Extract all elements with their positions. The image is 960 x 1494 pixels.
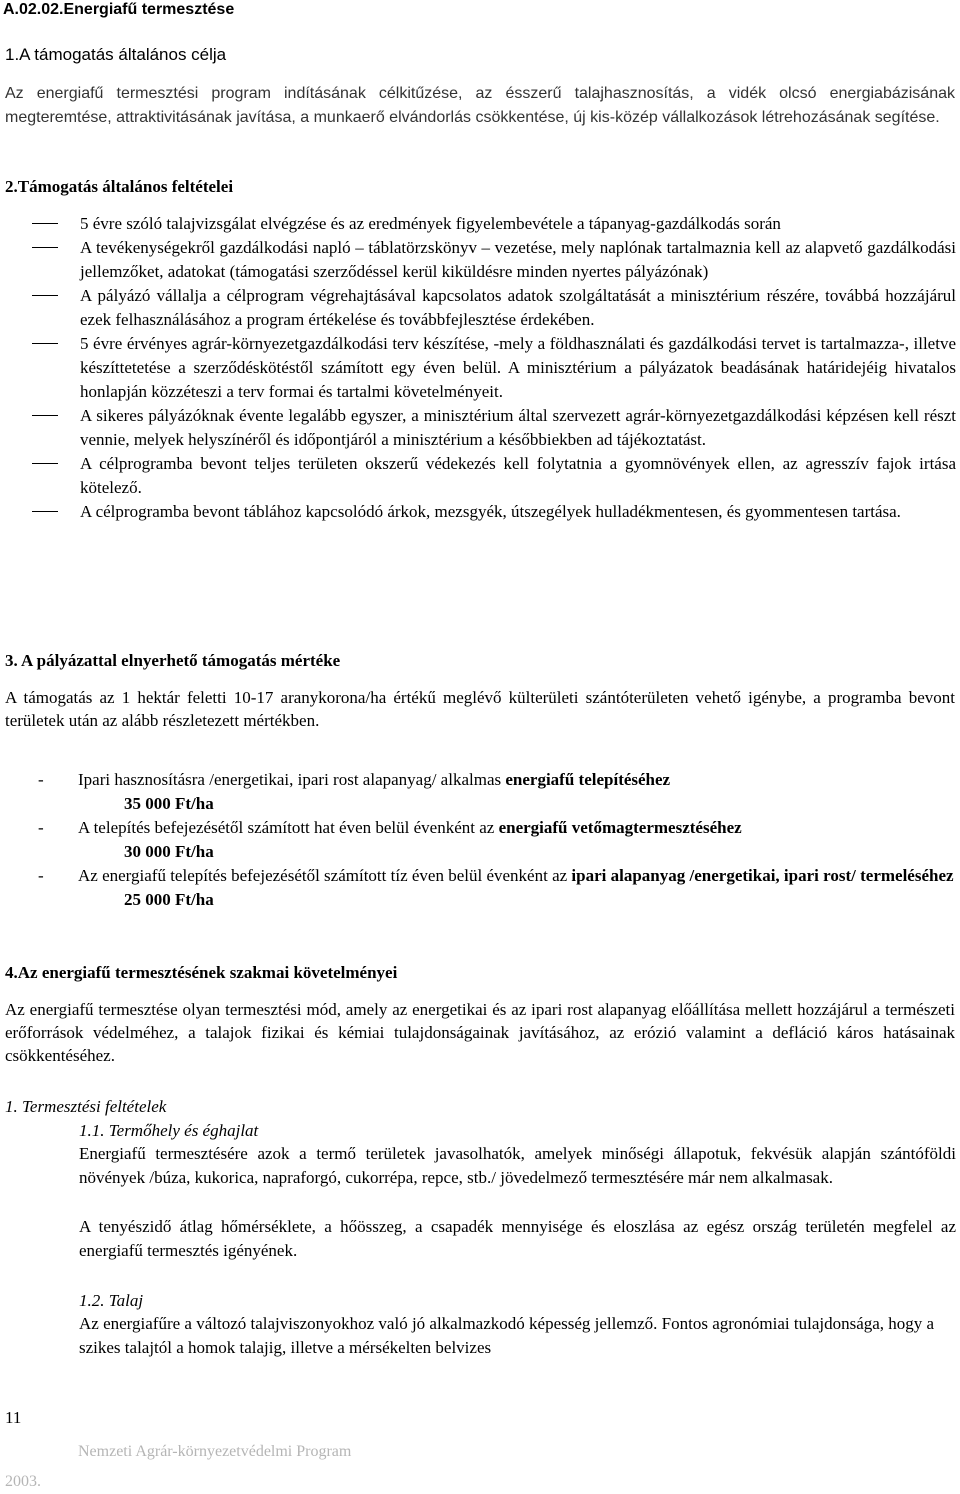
page-number: 11 [5, 1408, 22, 1427]
list-item: A célprogramba bevont táblához kapcsolódó árkok, mezsgyék, útszegélyek hulladékmentesen, és gyommentesen tartása. [32, 500, 956, 524]
list-item: - Az energiafű telepítés befejezésétől számított tíz éven belül évenként az ipari alapanyag /energetikai, ipari rost/ termeléséhez 25 000 Ft/ha [34, 864, 956, 912]
list-item: A célprogramba bevont teljes területen okszerű védekezés kell folytatnia a gyomnövények ellen, az agresszív fajok irtása kötelező. [32, 452, 956, 500]
rate-amount: 30 000 Ft/ha [124, 842, 214, 861]
list-item: A sikeres pályázóknak évente legalább egyszer, a minisztérium által szervezett agrár-környezetgazdálkodási képzésen kell részt vennie, melyek helyszínéről és időpontjáról a minisztérium a későbbiekben ad tájékoztatást. [32, 404, 956, 452]
section-3-body: A támogatás az 1 hektár feletti 10-17 aranykorona/ha értékű meglévő külterületi szántóterületen vehető igénybe, a programba bevont területek után az alább részletezett mértékben. [5, 688, 955, 730]
rates-list [34, 768, 956, 912]
dash-bullet [32, 463, 58, 464]
dash-bullet [32, 343, 58, 344]
section-1-title: 1.A támogatás általános célja [5, 45, 227, 64]
section-3-title: 3. A pályázattal elnyerhető támogatás mértéke [5, 651, 341, 670]
subsection-1-2-para: Az energiafűre a változó talajviszonyokhoz való jó alkalmazkodó képesség jellemző. Fontos agronómiai tulajdonsága, hogy a szikes talajtól a homok talajig, illetve a mérsékelten belvizes [79, 1314, 935, 1357]
subsection-1-1-para-a: Energiafű termesztésére azok a termő területek javasolhatók, amelyek minőségi állapotuk, fekvésük alapján szántóföldi növények /búza, kukorica, napraforgó, cukorrépa, repce, stb./ jövedelmező termesztésére már nem alkalmasak. [79, 1144, 956, 1187]
rate-amount: 25 000 Ft/ha [124, 890, 214, 909]
footer-program: Nemzeti Agrár-környezetvédelmi Program [78, 1443, 352, 1460]
list-item: 5 évre érvényes agrár-környezetgazdálkodási terv készítése, -mely a földhasználati és gazdálkodási tervet is tartalmazza-, illetve készíttetetése a szerződéskötéstől számított egy éven belül. A minisztérium a pályázatok beadásának határidejéig hivatalos honlapján közzéteszi a terv formai és tartalmi követelményeit. [32, 332, 956, 404]
list-item: 5 évre szóló talajvizsgálat elvégzése és az eredmények figyelembevétele a tápanyag-gazdálkodás során [32, 212, 956, 236]
section-1-body: Az energiafű termesztési program indításának célkitűzése, az ésszerű talajhasznosítás, a vidék olcsó energiabázisának megteremtése, attraktivitásának javítása, a munkaerő elvándorlás csökkentése, új kis-közép vállalkozások létrehozásának segítése. [5, 85, 955, 126]
dash-bullet [32, 295, 58, 296]
subsection-1-2-title: 1.2. Talaj [79, 1291, 144, 1310]
conditions-list [32, 212, 956, 524]
dash-bullet [32, 415, 58, 416]
section-4-title: 4.Az energiafű termesztésének szakmai követelményei [5, 963, 398, 982]
document-header: A.02.02.Energiafű termesztése [3, 1, 235, 18]
section-2-title: 2.Támogatás általános feltételei [5, 177, 234, 196]
subsection-1-1-para-b: A tenyészidő átlag hőmérséklete, a hőösszeg, a csapadék mennyisége és eloszlása az egész ország területén megfelel az energiafű termesztés igényének. [79, 1217, 956, 1260]
list-item: A pályázó vállalja a célprogram végrehajtásával kapcsolatos adatok szolgáltatását a minisztérium részére, továbbá hozzájárul ezek felhasználásához a program értékelése és továbbfejlesztése érdekében. [32, 284, 956, 332]
rate-amount: 35 000 Ft/ha [124, 794, 214, 813]
list-item: - Ipari hasznosításra /energetikai, ipari rost alapanyag/ alkalmas energiafű telepítéséhez 35 000 Ft/ha [34, 768, 956, 816]
list-item: A tevékenységekről gazdálkodási napló – táblatörzskönyv – vezetése, mely naplónak tartalmaznia kell az alapvető gazdálkodási jellemzőket, adatokat (támogatási szerződéssel kerül kiküldésre minden nyertes pályázónak) [32, 236, 956, 284]
dash-bullet [32, 511, 58, 512]
footer-year: 2003. [5, 1473, 41, 1490]
list-item: - A telepítés befejezésétől számított hat éven belül évenként az energiafű vetőmagtermesztéséhez 30 000 Ft/ha [34, 816, 956, 864]
subsection-1-title: 1. Termesztési feltételek [5, 1097, 167, 1116]
subsection-1-1-title: 1.1. Termőhely és éghajlat [79, 1121, 259, 1140]
dash-bullet [32, 223, 58, 224]
dash-bullet [32, 247, 58, 248]
section-4-body: Az energiafű termesztése olyan termesztési mód, amely az energetikai és az ipari rost alapanyag előállítása mellett hozzájárul a természeti erőforrások védelméhez, a talajok fizikai és kémiai tulajdonságainak javításához, az erózió valamint a defláció káros hatásainak csökkentéséhez. [5, 1000, 955, 1065]
